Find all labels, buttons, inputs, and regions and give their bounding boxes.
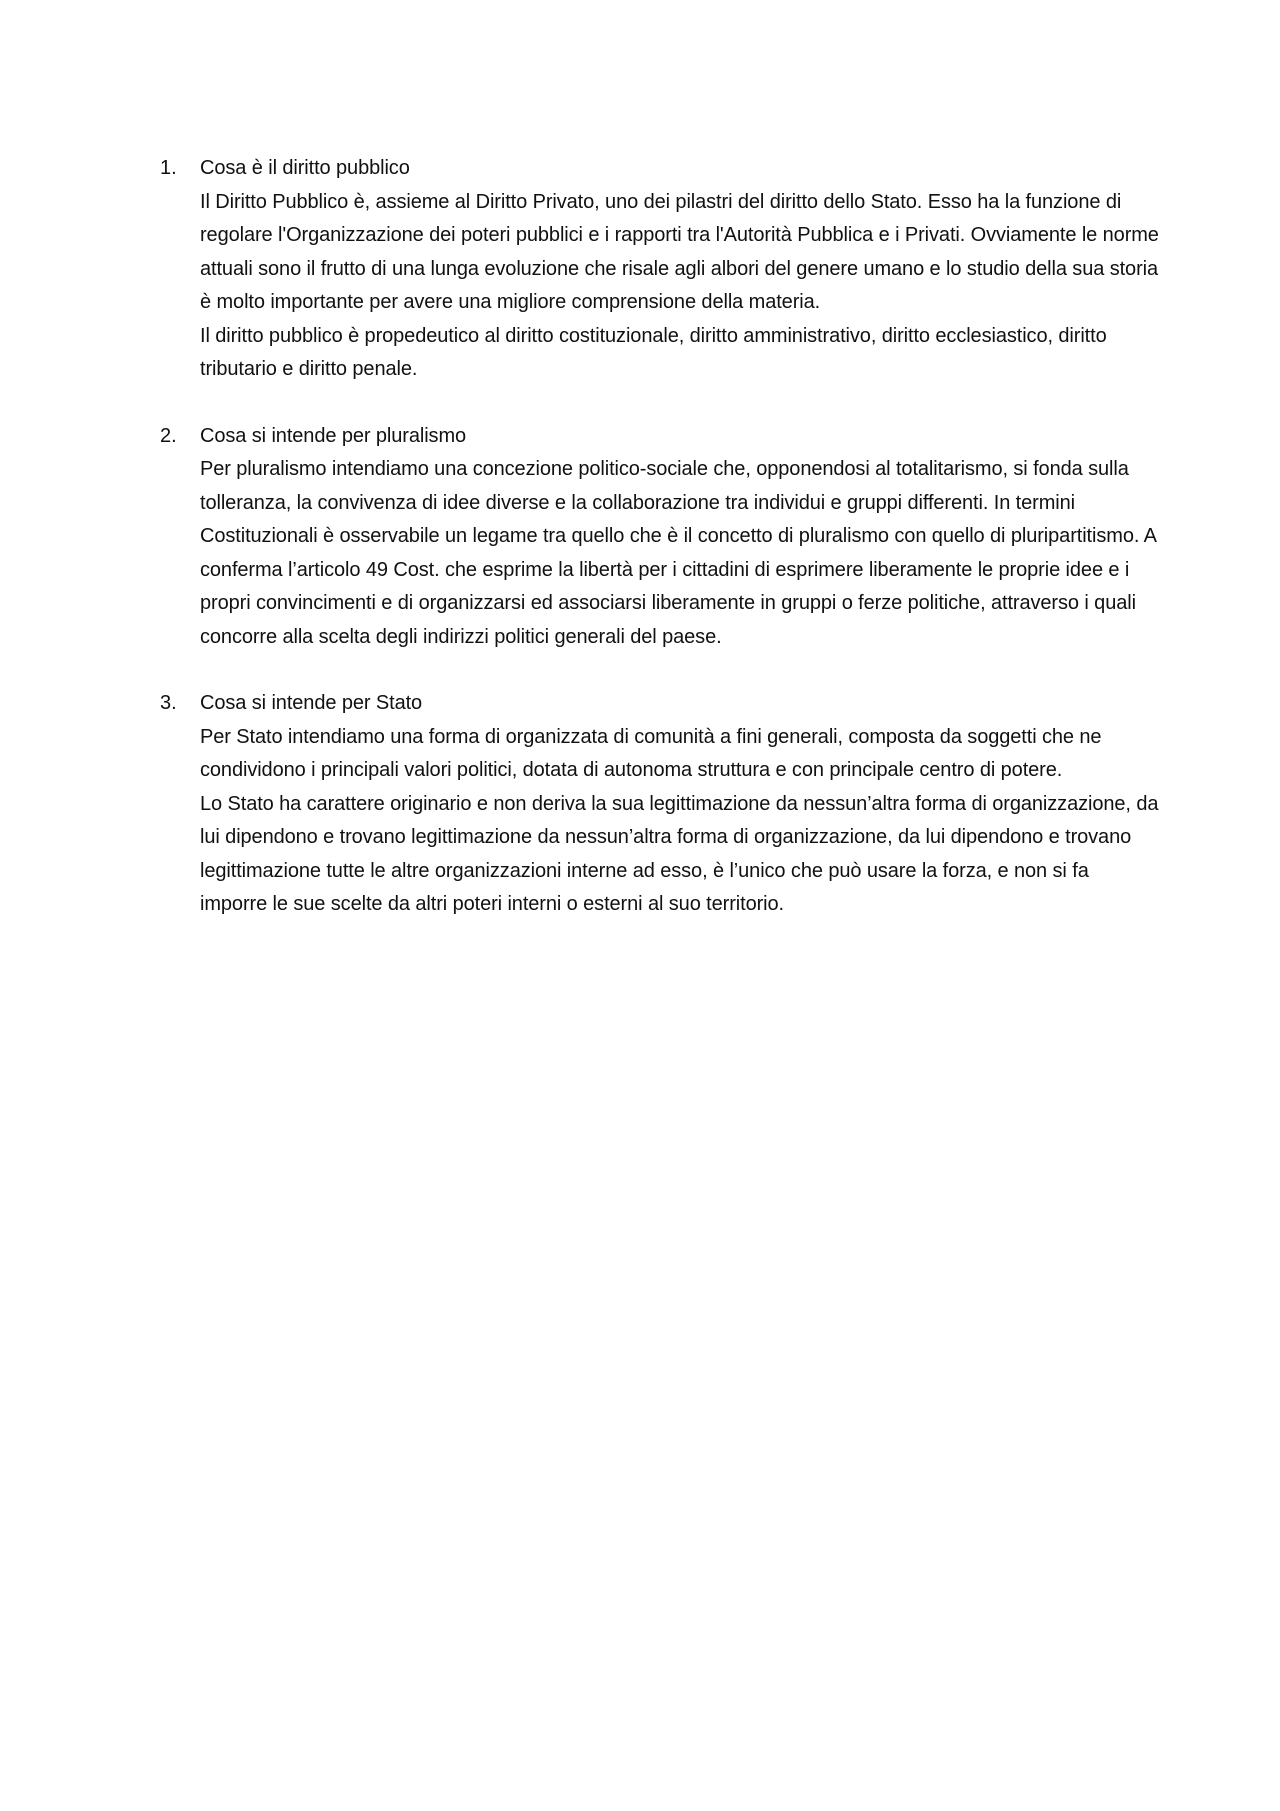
list-item-paragraph: Per pluralismo intendiamo una concezione politico-sociale che, opponendosi al totalitarismo, si fonda sulla tolleranza, la convivenza di idee diverse e la collaborazione tra individui e gruppi differenti. In termini Costituzionali è osservabile un legame tra quello che è il concetto di pluralismo con quello di pluripartitismo. A conferma l’articolo 49 Cost. che esprime la libertà per i cittadini di esprimere liberamente le proprie idee e i propri convincimenti e di organizzarsi ed associarsi liberamente in gruppi o ferze politiche, attraverso i quali concorre alla scelta degli indirizzi politici generali del paese. <box>200 458 1156 648</box>
numbered-question-list <box>160 152 1160 955</box>
list-item-number: 3. <box>160 692 177 714</box>
list-item-paragraph: Il diritto pubblico è propedeutico al diritto costituzionale, diritto amministrativo, diritto ecclesiastico, diritto tributario e diritto penale. <box>200 324 1107 380</box>
list-item-number: 2. <box>160 424 177 447</box>
list-item-diritto-pubblico <box>160 152 1160 387</box>
list-item-pluralismo <box>160 420 1160 655</box>
list-item-paragraph: Il Diritto Pubblico è, assieme al Diritto Privato, uno dei pilastri del diritto dello Stato. Esso ha la funzione di regolare l'Organizzazione dei poteri pubblici e i rapporti tra l'Autorità Pubblica e i Privati. Ovviamente le norme attuali sono il frutto di una lunga evoluzione che risale agli albori del genere umano e lo studio della sua storia è molto importante per avere una migliore comprensione della materia. <box>200 190 1159 313</box>
list-item-title: Cosa è il diritto pubblico <box>200 157 410 179</box>
list-item-content <box>200 152 1160 387</box>
list-item-content <box>200 687 1160 922</box>
list-item-content <box>200 420 1160 655</box>
list-item-stato <box>160 687 1160 922</box>
list-item-paragraph: Lo Stato ha carattere originario e non deriva la sua legittimazione da nessun’altra forma di organizzazione, da lui dipendono e trovano legittimazione da nessun’altra forma di organizzazione, da lui dipendono e trovano legittimazione tutte le altre organizzazioni interne ad esso, è l’unico che può usare la forza, e non si fa imporre le sue scelte da altri poteri interni o esterni al suo territorio. <box>200 792 1159 915</box>
list-item-title: Cosa si intende per Stato <box>200 692 423 714</box>
list-item-title: Cosa si intende per pluralismo <box>200 424 467 447</box>
list-item-number: 1. <box>160 157 177 179</box>
list-item-paragraph: Per Stato intendiamo una forma di organizzata di comunità a fini generali, composta da soggetti che ne condividono i principali valori politici, dotata di autonoma struttura e con principale centro di potere. <box>200 725 1102 781</box>
